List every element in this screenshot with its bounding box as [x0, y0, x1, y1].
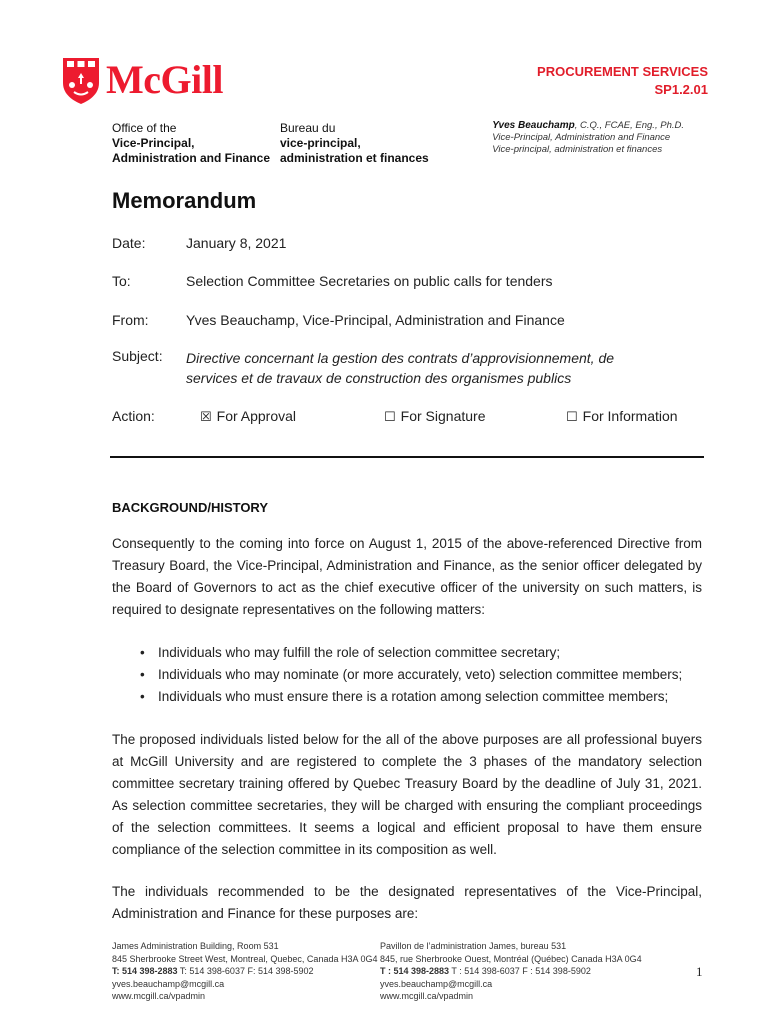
bullet-list	[140, 642, 720, 708]
footer-fr-phone-label: T :	[380, 966, 394, 976]
list-item: • Individuals who must ensure there is a rotation among selection committee members;	[140, 686, 720, 708]
subject-label: Subject:	[112, 348, 163, 364]
signatory-title-en: Vice-Principal, Administration and Finance	[492, 132, 671, 143]
footer-en-line2: 845 Sherbrooke Street West, Montreal, Quebec, Canada H3A 0G4	[112, 953, 378, 964]
checkbox-unchecked-icon[interactable]: ☐	[384, 410, 396, 425]
footer-fr-email[interactable]: yves.beauchamp@mcgill.ca	[380, 978, 493, 989]
office-fr-line2: vice-principal,	[280, 136, 361, 150]
from-value: Yves Beauchamp, Vice-Principal, Administration and Finance	[186, 312, 565, 328]
mcgill-crest-icon	[60, 55, 102, 105]
action-label: Action:	[112, 408, 155, 424]
date-label: Date:	[112, 235, 146, 251]
section-heading: BACKGROUND/HISTORY	[112, 500, 269, 515]
department-title: PROCUREMENT SERVICES	[537, 64, 708, 79]
action-information-label: For Information	[582, 408, 678, 424]
list-item: • Individuals who may fulfill the role of selection committee secretary;	[140, 642, 720, 664]
office-en-line3: Administration and Finance	[112, 151, 271, 165]
list-item: • Individuals who may nominate (or more accurately, veto) selection committee members;	[140, 664, 720, 686]
to-label: To:	[112, 273, 131, 289]
checkbox-checked-icon[interactable]: ☒	[200, 410, 212, 425]
paragraph-2: The proposed individuals listed below for the all of the above purposes are all professional buyers at McGill University and are registered to complete the 3 phases of the mandatory selection committee secretary training offered by Quebec Treasury Board by the deadline of July 31, 2021. As selection committee secretaries, they will be charged with ensuring the compliant proceedings of the selection committees. It seems a logical and efficient proposal to have them ensure compliance of the selection committee in its composition as well.	[112, 732, 702, 857]
footer-fr-line2: 845, rue Sherbrooke Ouest, Montréal (Québec) Canada H3A 0G4	[380, 953, 642, 964]
to-value: Selection Committee Secretaries on public calls for tenders	[186, 273, 553, 289]
office-en-line1: Office of the	[112, 121, 177, 135]
paragraph-1: Consequently to the coming into force on August 1, 2015 of the above-referenced Directive from Treasury Board, the Vice-Principal, Administration and Finance, as the senior officer delegated by the Board of Governors to act as the chief executive officer of the university on such matters, is required to designate representatives on the following matters:	[112, 536, 702, 617]
footer-address-fr	[380, 940, 642, 1003]
memo-title: Memorandum	[112, 188, 257, 213]
footer-en-fax: T: 514 398-6037 F: 514 398-5902	[177, 966, 314, 976]
footer-fr-fax: T : 514 398-6037 F : 514 398-5902	[449, 966, 591, 976]
office-block-en	[112, 121, 270, 166]
document-code: SP1.2.01	[654, 82, 708, 97]
page-number: 1	[696, 964, 703, 979]
paragraph-3: The individuals recommended to be the designated representatives of the Vice-Principal, Administration and Finance for these purposes are:	[112, 884, 702, 921]
office-fr-line1: Bureau du	[280, 121, 336, 135]
footer-en-email[interactable]: yves.beauchamp@mcgill.ca	[112, 978, 225, 989]
date-value: January 8, 2021	[186, 235, 287, 251]
action-approval-option[interactable]	[200, 408, 296, 425]
divider	[110, 456, 704, 458]
signatory-title-fr: Vice-principal, administration et finances	[492, 144, 663, 155]
office-fr-line3: administration et finances	[280, 151, 429, 165]
mcgill-logo	[60, 55, 260, 110]
footer-en-phone: 514 398-2883	[122, 966, 178, 976]
from-label: From:	[112, 312, 149, 328]
footer-en-phone-label: T:	[112, 966, 122, 976]
footer-fr-line1: Pavillon de l’administration James, bureau 531	[380, 941, 567, 951]
footer-fr-web[interactable]: www.mcgill.ca/vpadmin	[380, 991, 474, 1001]
footer-fr-phone: 514 398-2883	[393, 966, 450, 976]
action-approval-label: For Approval	[216, 408, 297, 424]
signatory-block	[492, 120, 684, 156]
signatory-name: Yves Beauchamp	[492, 120, 575, 131]
action-information-option[interactable]	[566, 408, 678, 425]
brand-wordmark: McGill	[106, 57, 223, 102]
checkbox-unchecked-icon[interactable]: ☐	[566, 410, 578, 425]
office-en-line2: Vice-Principal,	[112, 136, 195, 150]
footer-en-web[interactable]: www.mcgill.ca/vpadmin	[112, 991, 206, 1001]
signatory-credentials: , C.Q., FCAE, Eng., Ph.D.	[574, 120, 684, 131]
action-signature-label: For Signature	[400, 408, 486, 424]
subject-value: Directive concernant la gestion des contrats d’approvisionnement, de services et de travaux de construction des organismes publics	[186, 350, 615, 386]
action-signature-option[interactable]	[384, 408, 485, 425]
office-block-fr	[280, 121, 429, 166]
footer-address-en	[112, 940, 378, 1003]
footer-en-line1: James Administration Building, Room 531	[112, 941, 279, 951]
